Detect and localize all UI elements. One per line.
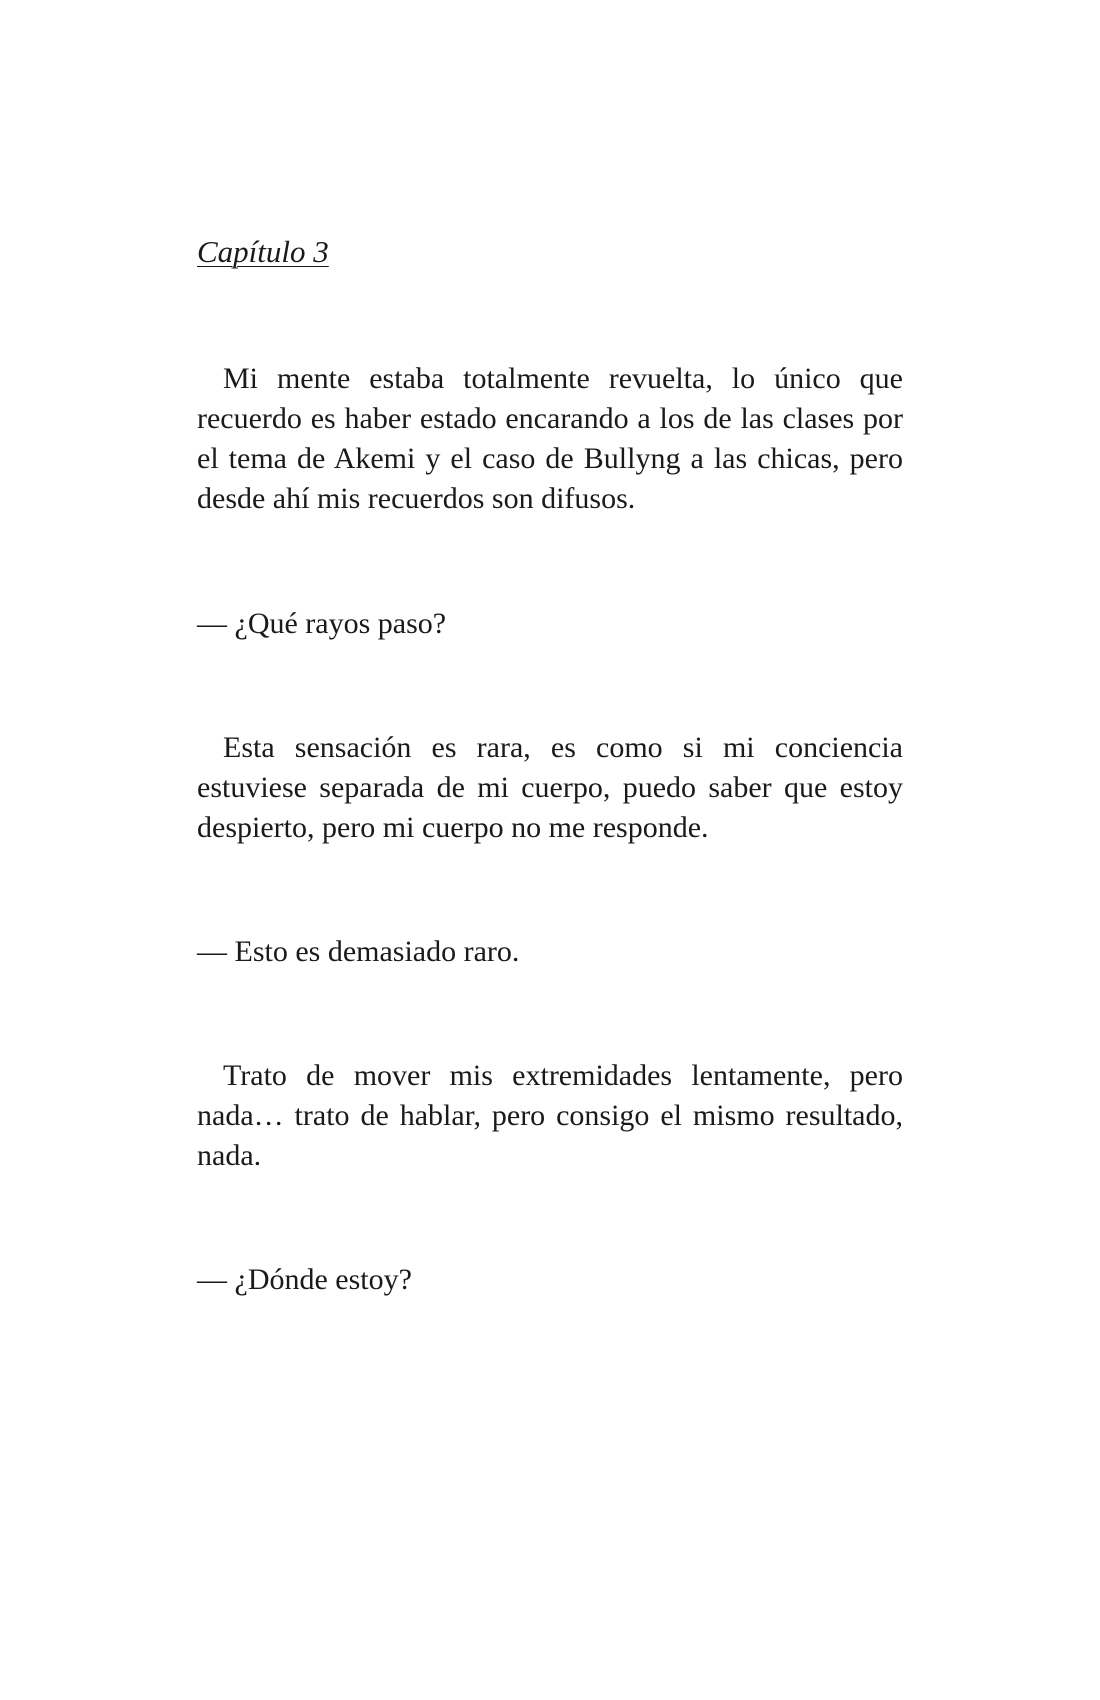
- dialogue-line: — ¿Dónde estoy?: [197, 1263, 412, 1296]
- paragraph: Trato de mover mis extremidades lentamente, pero nada… trato de hablar, pero consigo el mismo resultado, nada.: [197, 1059, 903, 1172]
- dialogue-line: — ¿Qué rayos paso?: [197, 607, 447, 640]
- chapter-title: Capítulo 3: [197, 234, 329, 269]
- book-page: [197, 0, 903, 1700]
- paragraph: Esta sensación es rara, es como si mi conciencia estuviese separada de mi cuerpo, puedo saber que estoy despierto, pero mi cuerpo no me responde.: [197, 731, 903, 844]
- dialogue-line: — Esto es demasiado raro.: [197, 935, 520, 968]
- paragraph: Mi mente estaba totalmente revuelta, lo único que recuerdo es haber estado encarando a los de las clases por el tema de Akemi y el caso de Bullyng a las chicas, pero desde ahí mis recuerdos son difusos.: [197, 362, 903, 515]
